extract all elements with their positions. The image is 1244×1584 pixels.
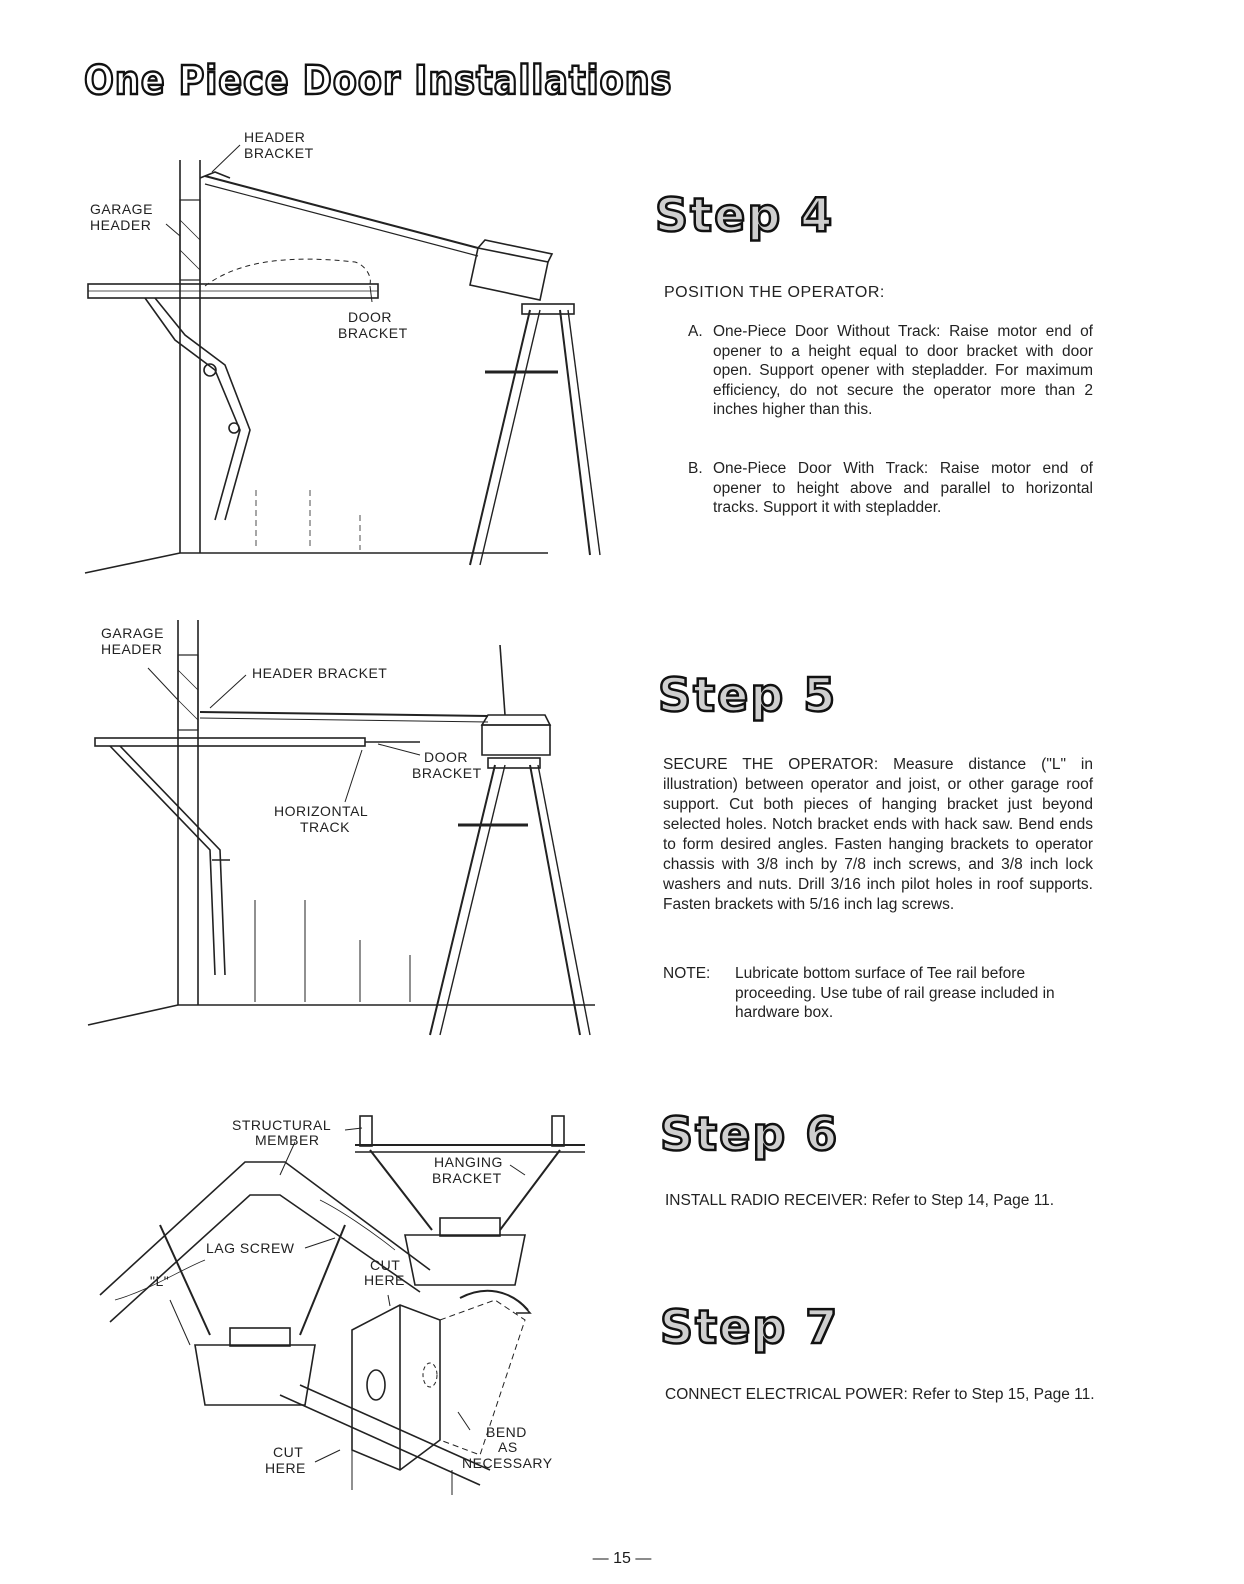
step4-item-b-text: One-Piece Door With Track: Raise motor end of opener to height above and parallel to horizontal tracks. Support it with stepladder.: [713, 460, 1093, 516]
step5-heading: Step 5: [658, 668, 838, 722]
figure-step4: [85, 145, 600, 573]
label-cut-here-a-line2: HERE: [364, 1272, 405, 1288]
step7-text: CONNECT ELECTRICAL POWER: Refer to Step 15, Page 11.: [665, 1386, 1095, 1403]
label-garage-header-2-line2: HEADER: [101, 641, 163, 657]
step6-heading: Step 6: [660, 1107, 840, 1161]
label-garage-header-line2: HEADER: [90, 217, 152, 233]
label-bend-line1: BEND: [486, 1424, 527, 1440]
label-door-bracket-2-line1: DOOR: [424, 749, 468, 765]
label-garage-header-line1: GARAGE: [90, 201, 153, 217]
step5-note-label: NOTE:: [663, 965, 711, 982]
label-hanging-bracket-line2: BRACKET: [432, 1170, 502, 1186]
label-hanging-bracket-line1: HANGING: [434, 1154, 503, 1170]
label-header-bracket-2: HEADER BRACKET: [252, 665, 388, 681]
step4-item-a-label: A.: [688, 323, 703, 340]
label-l-measure: "L": [150, 1273, 170, 1289]
label-structural-member-line1: STRUCTURAL: [232, 1117, 332, 1133]
label-lag-screw: LAG SCREW: [206, 1240, 295, 1256]
label-door-bracket-line1: DOOR: [348, 309, 392, 325]
step7-heading: Step 7: [660, 1300, 840, 1354]
label-header-bracket-line1: HEADER: [244, 129, 306, 145]
label-horizontal-track-line1: HORIZONTAL: [274, 803, 369, 819]
page-title: One Piece Door Installations: [84, 58, 673, 104]
label-cut-here-b-line2: HERE: [265, 1460, 306, 1476]
label-door-bracket-line2: BRACKET: [338, 325, 408, 341]
label-cut-here-a-line1: CUT: [370, 1257, 401, 1273]
step5-note-text: Lubricate bottom surface of Tee rail before proceeding. Use tube of rail grease included in hardware box.: [735, 965, 1055, 1021]
step4-subtitle: POSITION THE OPERATOR:: [664, 284, 885, 301]
label-horizontal-track-line2: TRACK: [300, 819, 350, 835]
step5-text: SECURE THE OPERATOR: Measure distance ("L" in illustration) between operator and joist, or other garage roof support. Cut both pieces of hanging bracket just beyond selected holes. Notch bracket ends with hack saw. Bend ends to form desired angles. Fasten hanging brackets to operator chassis with 3/8 inch by 7/8 inch screws, and 3/8 inch lock washers and nuts. Drill 3/16 inch pilot holes in roof supports. Fasten brackets with 5/16 inch lag screws.: [663, 756, 1093, 913]
label-garage-header-2-line1: GARAGE: [101, 625, 164, 641]
step4-item-b-label: B.: [688, 460, 703, 477]
step4-item-a-text: One-Piece Door Without Track: Raise motor end of opener to a height equal to door bracket with door open. Support opener with stepladder. For maximum efficiency, do not secure the operator more than 2 inches higher than this.: [713, 323, 1093, 418]
label-bend-line3: NECESSARY: [462, 1455, 553, 1471]
step6-text: INSTALL RADIO RECEIVER: Refer to Step 14, Page 11.: [665, 1192, 1055, 1209]
label-structural-member-line2: MEMBER: [255, 1132, 320, 1148]
label-bend-line2: AS: [498, 1439, 518, 1455]
label-cut-here-b-line1: CUT: [273, 1444, 304, 1460]
label-door-bracket-2-line2: BRACKET: [412, 765, 482, 781]
page-number: — 15 —: [592, 1550, 652, 1567]
label-header-bracket-line2: BRACKET: [244, 145, 314, 161]
step4-heading: Step 4: [655, 188, 835, 242]
